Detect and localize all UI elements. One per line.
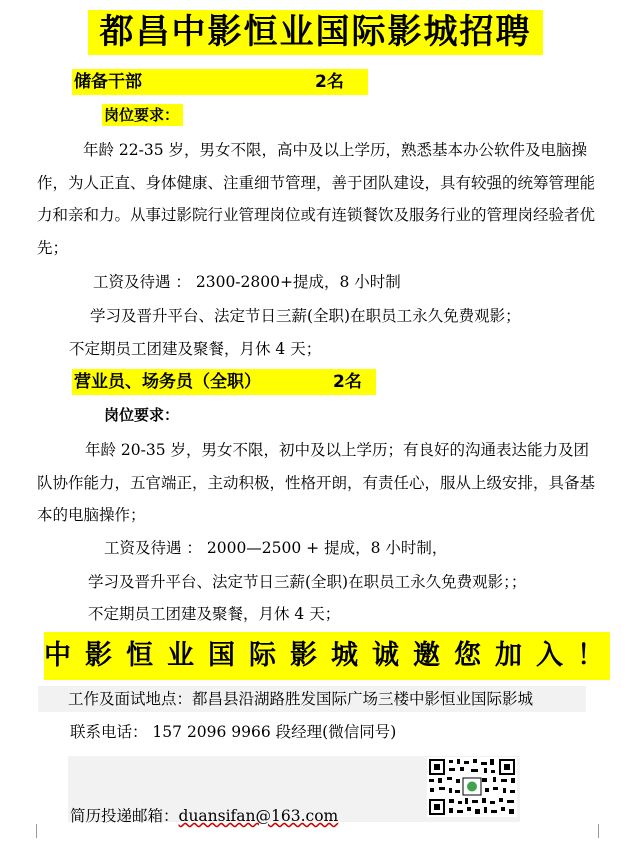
job2-heading: [72, 369, 376, 395]
job1-salary: 工资及待遇 ： 2300-2800+提成，8 小时制: [93, 273, 401, 291]
job2-req-label: 岗位要求：: [104, 406, 180, 424]
job1-benefit-1: 学习及晋升平台、法定节日三薪(全职)在职员工永久免费观影；: [90, 307, 521, 325]
corner-mark-bottom-left: [22, 824, 37, 838]
job2-salary: 工资及待遇 ： 2000—2500 + 提成，8 小时制，: [104, 539, 448, 557]
email-address[interactable]: duansifan@163.com: [178, 807, 339, 825]
job2-benefit-2: 不定期员工团建及聚餐，月休 4 天；: [88, 605, 341, 623]
contact-phone: 联系电话： 157 2096 9966 段经理(微信同号): [70, 723, 397, 741]
corner-mark-bottom-right: [598, 824, 613, 838]
job1-requirements: 年龄 22-35 岁，男女不限，高中及以上学历，熟悉基本办公软件及电脑操作，为人正直、身体健康、注重细节管理，善于团队建设，具有较强的统筹管理能力和亲和力。从事过影院行业管理岗位或有连锁餐饮及服务行业的管理岗经验者优先；: [37, 141, 596, 257]
job1-heading: [72, 69, 368, 95]
email-label: 简历投递邮箱：: [70, 807, 179, 825]
page-title: 都昌中影恒业国际影城招聘: [88, 10, 543, 55]
contact-address: 工作及面试地点：都昌县沿湖路胜发国际广场三楼中影恒业国际影城: [68, 690, 534, 708]
job2-count: 2名: [333, 372, 362, 392]
slogan-banner: 中影恒业国际影城诚邀您加入！: [44, 632, 610, 680]
job2-benefit-1: 学习及晋升平台、法定节日三薪(全职)在职员工永久免费观影；；: [88, 573, 527, 591]
job1-count: 2名: [315, 72, 344, 92]
qr-code-icon: [427, 757, 517, 817]
job1-benefit-2: 不定期员工团建及聚餐，月休 4 天；: [69, 340, 322, 358]
job1-name: 储备干部: [74, 72, 142, 92]
email-row: [70, 806, 338, 826]
job1-req-label: 岗位要求：: [102, 104, 183, 126]
job2-name: 营业员、场务员（全职）: [74, 372, 261, 392]
job2-requirements: 年龄 20-35 岁，男女不限，初中及以上学历；有良好的沟通表达能力及团队协作能力，五官端正，主动积极，性格开朗，有责任心，服从上级安排，具备基本的电脑操作；: [37, 441, 596, 524]
